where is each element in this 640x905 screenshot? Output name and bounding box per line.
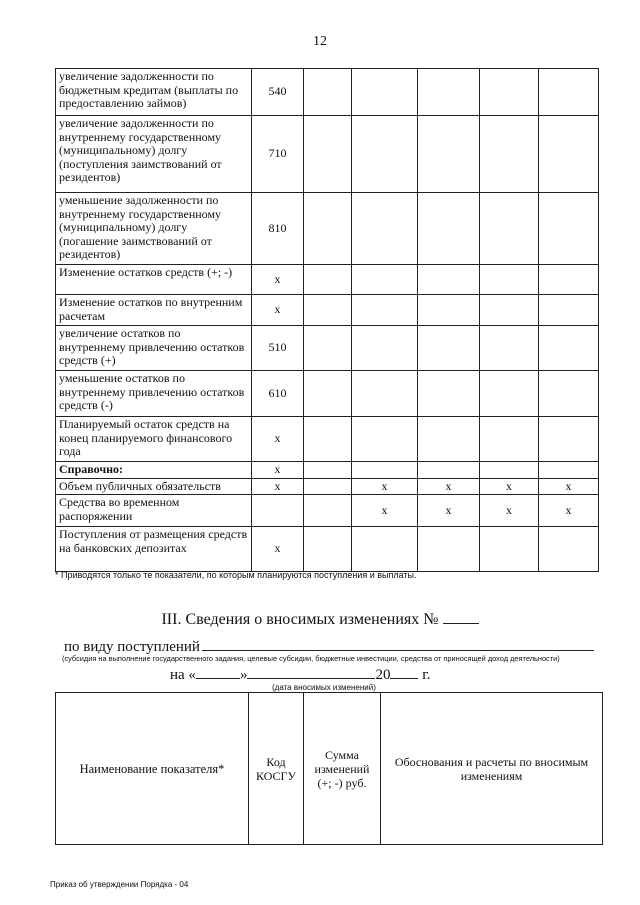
cell (539, 265, 599, 295)
changes-table-header-row (56, 693, 603, 845)
cell (304, 527, 352, 572)
row-code: x (252, 295, 304, 326)
table-row (56, 527, 599, 572)
cell (304, 265, 352, 295)
cell (418, 265, 480, 295)
cell (539, 371, 599, 417)
row-name: Средства во временном распоряжении (56, 495, 252, 527)
cell (480, 527, 539, 572)
column-header-change-amount: Сумма изменений (+; -) руб. (304, 693, 381, 845)
date-prefix: на « (170, 667, 196, 683)
cell (418, 295, 480, 326)
cell (304, 462, 352, 479)
cell (418, 193, 480, 265)
receipt-type-line (64, 636, 594, 656)
row-name: Объем публичных обязательств (56, 479, 252, 495)
row-code: 510 (252, 326, 304, 371)
cell (539, 193, 599, 265)
footer: Приказ об утверждении Порядка - 04 (50, 880, 189, 889)
cell (304, 495, 352, 527)
cell (304, 193, 352, 265)
cell (304, 417, 352, 462)
cell (352, 527, 418, 572)
cell (418, 371, 480, 417)
table-row (56, 69, 599, 116)
receipt-type-hint: (субсидия на выполнение государственного задания, целевые субсидии, бюджетные инвестиции, средства от приносящей доход деятельности) (62, 654, 560, 663)
changes-table (55, 692, 603, 845)
row-name: Поступления от размещения средств на банковских депозитах (56, 527, 252, 572)
table-row (56, 265, 599, 295)
cell (480, 265, 539, 295)
table-row (56, 417, 599, 462)
month-blank[interactable] (247, 664, 375, 679)
cell (418, 462, 480, 479)
row-code: x (252, 527, 304, 572)
cell (480, 193, 539, 265)
row-name: уменьшение остатков по внутреннему привлечению остатков средств (-) (56, 371, 252, 417)
cell (352, 69, 418, 116)
cell (480, 69, 539, 116)
cell (480, 295, 539, 326)
row-name: Планируемый остаток средств на конец планируемого финансового года (56, 417, 252, 462)
date-year-prefix: 20 (375, 667, 391, 683)
cell (539, 527, 599, 572)
row-name: увеличение задолженности по бюджетным кредитам (выплаты по предоставлению займов) (56, 69, 252, 116)
cell (304, 116, 352, 193)
cell (352, 417, 418, 462)
page-number: 12 (313, 34, 327, 49)
cell (480, 371, 539, 417)
cell (480, 417, 539, 462)
cell (352, 295, 418, 326)
row-code: 610 (252, 371, 304, 417)
row-code: 710 (252, 116, 304, 193)
cell (352, 462, 418, 479)
cell (304, 371, 352, 417)
cell (539, 462, 599, 479)
row-name: Справочно: (56, 462, 252, 479)
receipt-type-label: по виду поступлений (64, 639, 200, 655)
row-code: 810 (252, 193, 304, 265)
cell (418, 527, 480, 572)
table-row (56, 479, 599, 495)
date-suffix: г. (422, 667, 431, 683)
year-blank[interactable] (390, 664, 418, 679)
table-row (56, 495, 599, 527)
cell (418, 326, 480, 371)
table-row (56, 295, 599, 326)
cell: x (418, 479, 480, 495)
row-code: x (252, 462, 304, 479)
footnote: * Приводятся только те показатели, по которым планируются поступления и выплаты. (55, 570, 417, 580)
day-blank[interactable] (196, 664, 240, 679)
table-row (56, 116, 599, 193)
cell: x (539, 495, 599, 527)
row-code: 540 (252, 69, 304, 116)
cell (418, 417, 480, 462)
column-header-justification: Обоснования и расчеты по вносимым изменениям (381, 693, 603, 845)
cell (480, 116, 539, 193)
table-row (56, 462, 599, 479)
row-code (252, 495, 304, 527)
row-name: увеличение остатков по внутреннему привлечению остатков средств (+) (56, 326, 252, 371)
row-name: увеличение задолженности по внутреннему государственному (муниципальному) долгу (поступления заимствований от резидентов) (56, 116, 252, 193)
column-header-indicator-name: Наименование показателя* (56, 693, 249, 845)
cell (352, 326, 418, 371)
date-hint: (дата вносимых изменений) (272, 683, 376, 692)
cell: x (352, 479, 418, 495)
row-code: x (252, 479, 304, 495)
cell (304, 479, 352, 495)
row-name: Изменение остатков по внутренним расчетам (56, 295, 252, 326)
cell: x (418, 495, 480, 527)
cell: x (480, 495, 539, 527)
row-name: Изменение остатков средств (+; -) (56, 265, 252, 295)
cell (539, 116, 599, 193)
cell (352, 265, 418, 295)
cell (539, 69, 599, 116)
cell (304, 326, 352, 371)
row-code: x (252, 265, 304, 295)
section-title-text: III. Сведения о вносимых изменениях № (161, 611, 439, 628)
cell: x (539, 479, 599, 495)
cell (352, 193, 418, 265)
date-line (170, 664, 430, 684)
column-header-kosgu: Код КОСГУ (249, 693, 304, 845)
cell (539, 295, 599, 326)
row-name: уменьшение задолженности по внутреннему государственному (муниципальному) долгу (погашение заимствований от резидентов) (56, 193, 252, 265)
section-title (0, 609, 640, 629)
table-row (56, 193, 599, 265)
cell (539, 417, 599, 462)
cell: x (480, 479, 539, 495)
cell (418, 69, 480, 116)
receipt-type-blank[interactable] (202, 636, 594, 651)
change-number-blank[interactable] (443, 609, 479, 624)
cell (539, 326, 599, 371)
cell (352, 116, 418, 193)
cell (418, 116, 480, 193)
cell (480, 326, 539, 371)
date-mid: » (239, 667, 248, 683)
indicators-table (55, 68, 599, 572)
cell (304, 69, 352, 116)
row-code: x (252, 417, 304, 462)
table-row (56, 326, 599, 371)
cell: x (352, 495, 418, 527)
table-row (56, 371, 599, 417)
cell (304, 295, 352, 326)
cell (352, 371, 418, 417)
cell (480, 462, 539, 479)
